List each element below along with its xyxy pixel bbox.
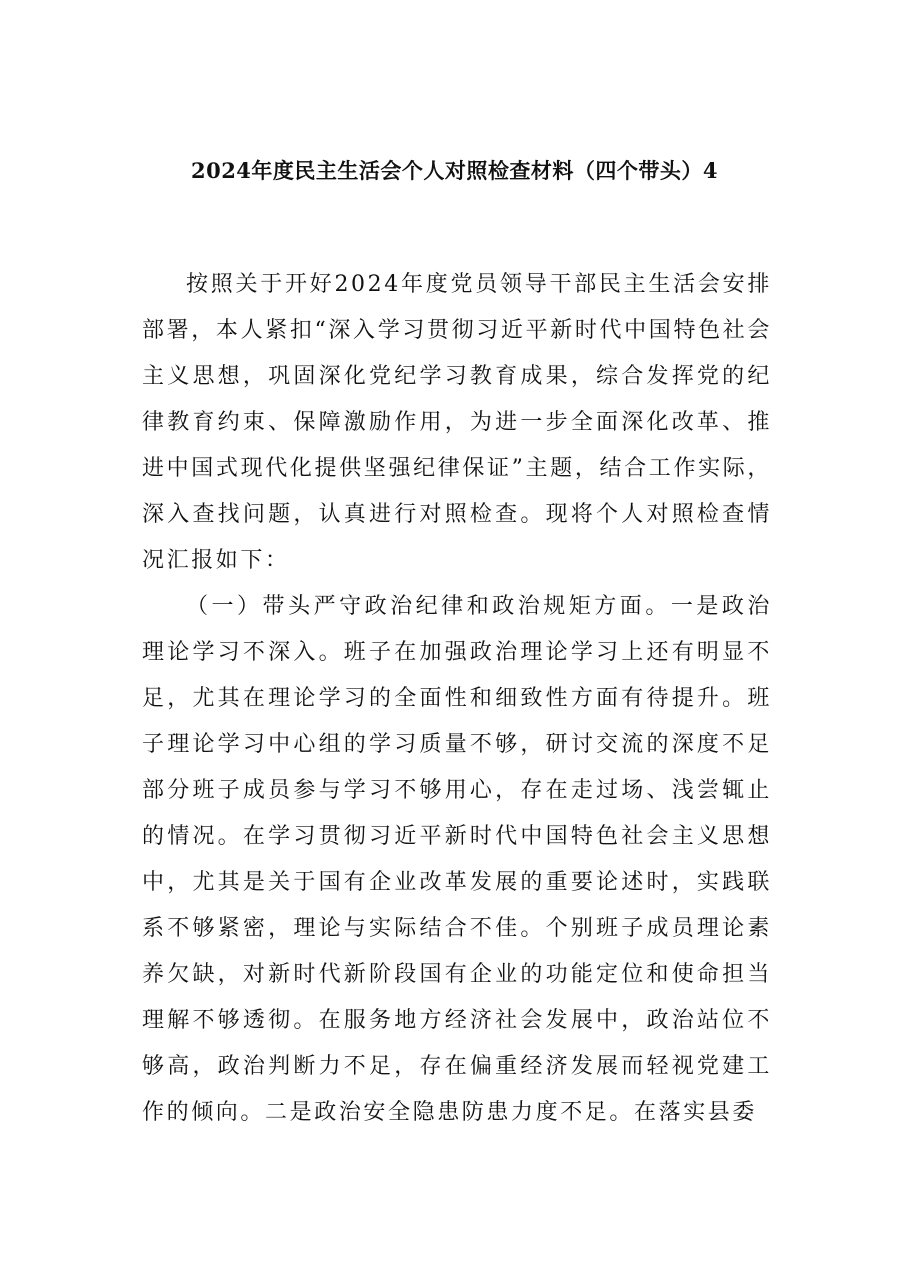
document-title: 2024年度民主生活会个人对照检查材料（四个带头）4 <box>190 158 719 183</box>
section-one-paragraph: （一）带头严守政治纪律和政治规矩方面。一是政治理论学习不深入。班子在加强政治理论学习上还有明显不足，尤其在理论学习的全面性和细致性方面有待提升。班子理论学习中心组的学习质量不够，研讨交流的深度不足部分班子成员参与学习不够用心，存在走过场、浅尝辄止的情况。在学习贯彻习近平新时代中国特色社会主义思想中，尤其是关于国有企业改革发展的重要论述时，实践联系不够紧密，理论与实际结合不佳。个别班子成员理论素养欠缺，对新时代新阶段国有企业的功能定位和使命担当理解不够透彻。在服务地方经济社会发展中，政治站位不够高，政治判断力不足，存在偏重经济发展而轻视党建工作的倾向。二是政治安全隐患防患力度不足。在落实县委 <box>142 594 772 1125</box>
intro-paragraph: 按照关于开好2024年度党员领导干部民主生活会安排部署，本人紧扣“深入学习贯彻习近平新时代中国特色社会主义思想，巩固深化党纪学习教育成果，综合发挥党的纪律教育约束、保障激励作用，为进一步全面深化改革、推进中国式现代化提供坚强纪律保证”主题，结合工作实际，深入查找问题，认真进行对照检查。现将个人对照检查情况汇报如下： <box>142 272 772 573</box>
document-body <box>142 262 772 1136</box>
